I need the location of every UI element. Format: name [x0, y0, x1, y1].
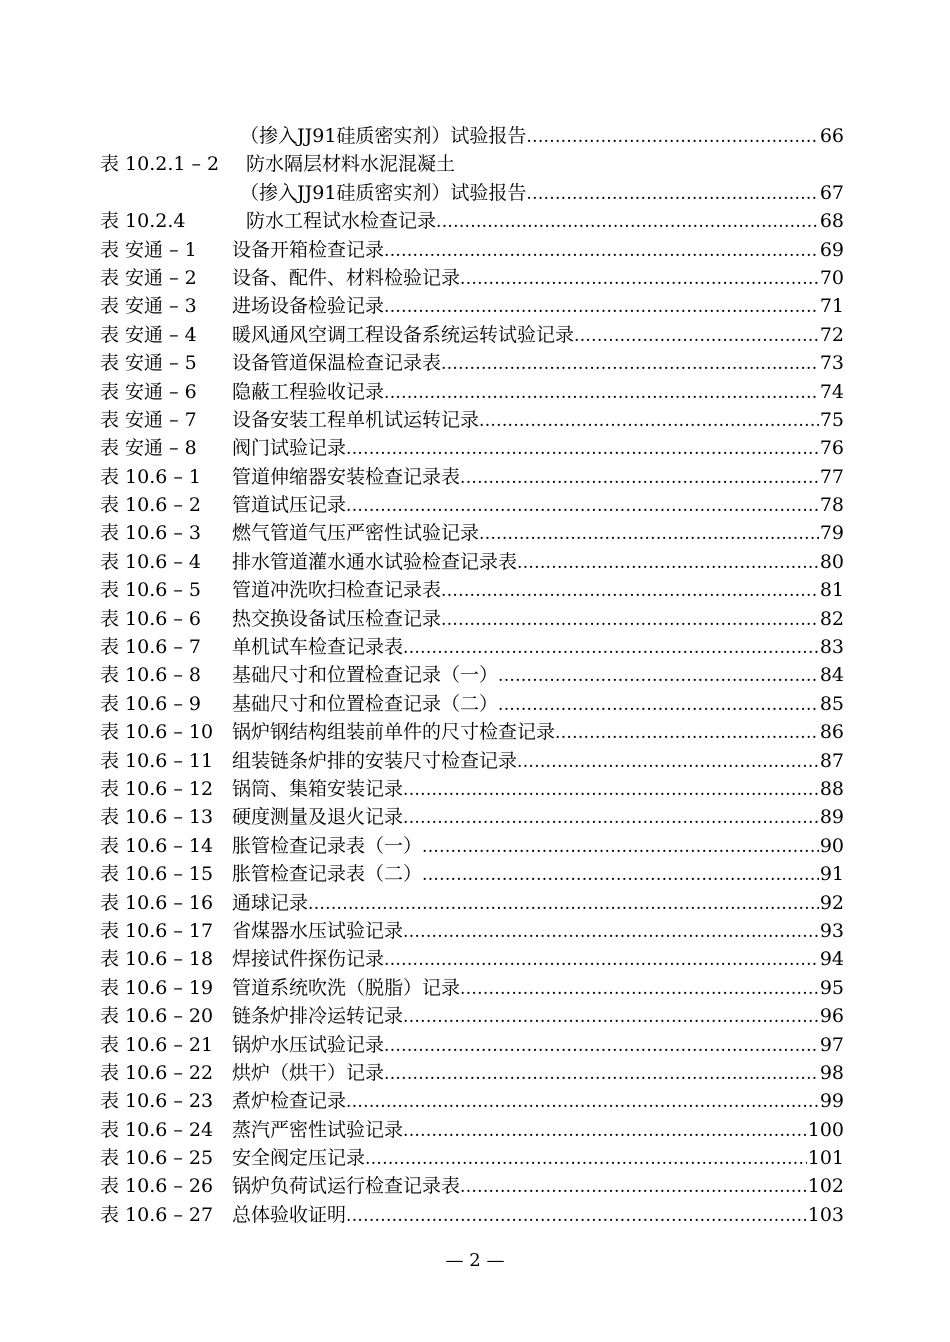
- toc-dot-leader: [403, 776, 819, 803]
- toc-entry-label: 表 10.6 – 21: [100, 1033, 214, 1056]
- toc-dot-leader: [441, 350, 819, 377]
- toc-entry: [100, 860, 844, 888]
- toc-entry-title: 基础尺寸和位置检查记录（一）: [232, 664, 499, 687]
- toc-entry-page-number: 75: [819, 408, 844, 431]
- toc-dot-leader: [460, 975, 819, 1002]
- toc-entry-page-number: 77: [819, 465, 844, 488]
- toc-dot-leader: [460, 265, 819, 292]
- toc-entry-title: 焊接试件探伤记录: [232, 948, 385, 971]
- toc-entry-label: 表 10.6 – 5: [100, 579, 202, 602]
- toc-entry-label: 表 安通 – 7: [100, 408, 197, 431]
- toc-dot-leader: [526, 180, 818, 207]
- toc-entry-page-number: 71: [819, 295, 844, 318]
- toc-entry-label: 表 10.6 – 11: [100, 749, 214, 772]
- toc-dot-leader: [555, 719, 819, 746]
- toc-entry-page-number: 74: [819, 380, 844, 403]
- toc-entry-label: 表 10.6 – 24: [100, 1118, 214, 1141]
- toc-entry: [100, 1059, 844, 1087]
- toc-dot-leader: [384, 237, 819, 264]
- toc-dot-leader: [441, 577, 819, 604]
- toc-dot-leader: [436, 208, 819, 235]
- toc-entry: [100, 1002, 844, 1030]
- toc-entry: [100, 207, 844, 235]
- toc-entry: [100, 661, 844, 689]
- toc-dot-leader: [498, 691, 819, 718]
- toc-dot-leader: [308, 890, 819, 917]
- toc-entry-page-number: 79: [819, 522, 844, 545]
- toc-entry-page-number: 78: [819, 494, 844, 517]
- toc-entry-title: 燃气管道气压严密性试验记录: [232, 522, 480, 545]
- toc-dot-leader: [517, 549, 819, 576]
- toc-entry-page-number: 90: [819, 834, 844, 857]
- toc-entry: [100, 1031, 844, 1059]
- toc-dot-leader: [384, 1060, 819, 1087]
- toc-entry: [100, 491, 844, 519]
- toc-entry-title: 设备开箱检查记录: [232, 238, 385, 261]
- toc-entry: [100, 1144, 844, 1172]
- toc-entry-page-number: 68: [819, 210, 844, 233]
- toc-dot-leader: [460, 1173, 807, 1200]
- toc-entry-page-number: 88: [819, 777, 844, 800]
- toc-entry: [100, 321, 844, 349]
- toc-dot-leader: [479, 407, 819, 434]
- toc-entry-title: 防水隔层材料水泥混凝土: [246, 153, 456, 176]
- toc-entry-title: 组装链条炉排的安装尺寸检查记录: [232, 749, 518, 772]
- toc-entry-page-number: 84: [819, 664, 844, 687]
- toc-dot-leader: [384, 293, 819, 320]
- toc-entry-title: 管道伸缩器安装检查记录表: [232, 465, 461, 488]
- toc-entry: [100, 633, 844, 661]
- toc-entry-label: 表 安通 – 4: [100, 323, 197, 346]
- toc-entry-title: 单机试车检查记录表: [232, 636, 404, 659]
- toc-entry-title: 设备、配件、材料检验记录: [232, 266, 461, 289]
- toc-entry-label: 表 10.6 – 6: [100, 607, 202, 630]
- toc-entry-label: 表 安通 – 8: [100, 437, 197, 460]
- toc-entry-page-number: 70: [819, 266, 844, 289]
- toc-entry: [100, 1087, 844, 1115]
- toc-entry-label: 表 10.6 – 8: [100, 664, 202, 687]
- toc-entry-label: 表 10.6 – 10: [100, 721, 214, 744]
- toc-entry-label: 表 10.6 – 16: [100, 891, 214, 914]
- toc-entry-label: 表 10.2.1 – 2: [100, 153, 220, 176]
- toc-dot-leader: [498, 662, 819, 689]
- toc-entry-page-number: 76: [819, 437, 844, 460]
- toc-entry-label: 表 10.6 – 19: [100, 976, 214, 999]
- toc-entry-label: 表 10.6 – 15: [100, 863, 214, 886]
- toc-entry-label: 表 10.6 – 27: [100, 1203, 214, 1226]
- toc-entry: [100, 690, 844, 718]
- toc-entry: [100, 378, 844, 406]
- toc-entry-label: 表 10.6 – 22: [100, 1061, 214, 1084]
- toc-entry-label: 表 10.6 – 18: [100, 948, 214, 971]
- toc-dot-leader: [441, 606, 819, 633]
- toc-entry: [100, 179, 844, 207]
- toc-entry-label: 表 安通 – 2: [100, 266, 197, 289]
- toc-entry-page-number: 81: [819, 579, 844, 602]
- toc-entry: [100, 747, 844, 775]
- toc-entry-title: 安全阀定压记录: [232, 1147, 366, 1170]
- toc-entry-title: 管道试压记录: [232, 494, 347, 517]
- toc-entry-title: 暖风通风空调工程设备系统运转试验记录: [232, 323, 575, 346]
- toc-entry-title: 防水工程试水检查记录: [246, 210, 437, 233]
- toc-entry-title: 设备安装工程单机试运转记录: [232, 408, 480, 431]
- toc-entry-title: 热交换设备试压检查记录: [232, 607, 442, 630]
- toc-entry-title: 胀管检查记录表（一）: [232, 834, 423, 857]
- toc-entry-title: 设备管道保温检查记录表: [232, 352, 442, 375]
- toc-entry: [100, 1201, 844, 1229]
- toc-entry: [100, 945, 844, 973]
- page-number: — 2 —: [445, 1250, 505, 1271]
- toc-entry: [100, 576, 844, 604]
- toc-entry-title: 基础尺寸和位置检查记录（二）: [232, 692, 499, 715]
- toc-entry: [100, 236, 844, 264]
- toc-entry-label: 表 10.6 – 3: [100, 522, 202, 545]
- toc-dot-leader: [346, 1088, 819, 1115]
- toc-dot-leader: [403, 634, 819, 661]
- toc-entry: [100, 548, 844, 576]
- toc-entry-title: 锅筒、集箱安装记录: [232, 777, 404, 800]
- toc-entry-page-number: 80: [819, 550, 844, 573]
- toc-entry-title: 通球记录: [232, 891, 309, 914]
- toc-entry-title: 锅炉钢结构组装前单件的尺寸检查记录: [232, 721, 556, 744]
- toc-dot-leader: [526, 123, 818, 150]
- toc-entry-page-number: 99: [819, 1090, 844, 1113]
- toc-entry-label: 表 10.6 – 25: [100, 1147, 214, 1170]
- toc-entry-label: 表 10.6 – 26: [100, 1175, 214, 1198]
- toc-entry-title: （掺入JJ91硅质密实剂）试验报告: [240, 181, 527, 204]
- toc-entry-page-number: 72: [819, 323, 844, 346]
- toc-entry-page-number: 93: [819, 919, 844, 942]
- toc-entry-label: 表 10.6 – 17: [100, 919, 214, 942]
- toc-dot-leader: [403, 918, 819, 945]
- toc-entry-title: 烘炉（烘干）记录: [232, 1061, 385, 1084]
- toc-dot-leader: [346, 492, 819, 519]
- toc-entry-title: 链条炉排冷运转记录: [232, 1005, 404, 1028]
- toc-entry-label: 表 10.6 – 20: [100, 1005, 214, 1028]
- toc-entry: [100, 889, 844, 917]
- toc-entry-page-number: 85: [819, 692, 844, 715]
- toc-dot-leader: [346, 435, 819, 462]
- toc-entry-label: 表 10.6 – 2: [100, 494, 202, 517]
- toc-entry-title: 总体验收证明: [232, 1203, 347, 1226]
- toc-entry-page-number: 82: [819, 607, 844, 630]
- toc-entry: [100, 406, 844, 434]
- toc-entry-page-number: 98: [819, 1061, 844, 1084]
- toc-entry: [100, 832, 844, 860]
- toc-dot-leader: [574, 322, 819, 349]
- toc-dot-leader: [365, 1145, 807, 1172]
- toc-dot-leader: [422, 861, 819, 888]
- toc-entry: [100, 718, 844, 746]
- toc-entry: [100, 917, 844, 945]
- toc-entry-page-number: 87: [819, 749, 844, 772]
- toc-entry-page-number: 95: [819, 976, 844, 999]
- toc-entry-page-number: 100: [807, 1118, 844, 1141]
- toc-entry-title: 省煤器水压试验记录: [232, 919, 404, 942]
- toc-entry: [100, 605, 844, 633]
- toc-entry: [100, 974, 844, 1002]
- toc-dot-leader: [403, 1003, 819, 1030]
- toc-entry: [100, 463, 844, 491]
- toc-entry-label: 表 安通 – 6: [100, 380, 197, 403]
- toc-entry-label: 表 10.2.4: [100, 210, 186, 233]
- toc-entry-title: 阀门试验记录: [232, 437, 347, 460]
- toc-dot-leader: [403, 804, 819, 831]
- toc-entry-title: 硬度测量及退火记录: [232, 806, 404, 829]
- toc-dot-leader: [460, 464, 819, 491]
- toc-entry-page-number: 66: [819, 125, 844, 147]
- toc-entry-label: 表 10.6 – 1: [100, 465, 202, 488]
- toc-entry-title: 管道系统吹洗（脱脂）记录: [232, 976, 461, 999]
- toc-dot-leader: [384, 379, 819, 406]
- toc-entry-label: 表 10.6 – 14: [100, 834, 214, 857]
- toc-entry-page-number: 94: [819, 948, 844, 971]
- toc-dot-leader: [479, 520, 819, 547]
- toc-entry: [100, 292, 844, 320]
- toc-dot-leader: [422, 833, 819, 860]
- toc-entry-title: 进场设备检验记录: [232, 295, 385, 318]
- toc-entry-title: 胀管检查记录表（二）: [232, 863, 423, 886]
- toc-entry-page-number: 89: [819, 806, 844, 829]
- toc-entry-label: 表 10.6 – 23: [100, 1090, 214, 1113]
- toc-entry: [100, 434, 844, 462]
- toc-entry: [100, 519, 844, 547]
- toc-entry-label: 表 10.6 – 4: [100, 550, 202, 573]
- toc-entry-title: 蒸汽严密性试验记录: [232, 1118, 404, 1141]
- toc-entry-title: 排水管道灌水通水试验检查记录表: [232, 550, 518, 573]
- toc-dot-leader: [384, 946, 819, 973]
- toc-entry-title: 管道冲洗吹扫检查记录表: [232, 579, 442, 602]
- toc-entry-label: 表 10.6 – 12: [100, 777, 214, 800]
- toc-entry-page-number: 91: [819, 863, 844, 886]
- toc-entry: [100, 1116, 844, 1144]
- toc-dot-leader: [403, 1117, 807, 1144]
- toc-dot-leader: [384, 1032, 819, 1059]
- toc-entry-page-number: 86: [819, 721, 844, 744]
- toc-entry-page-number: 67: [819, 181, 844, 204]
- toc-entry: [100, 349, 844, 377]
- toc-entry-page-number: 103: [807, 1203, 844, 1226]
- toc-entry-title: 锅炉负荷试运行检查记录表: [232, 1175, 461, 1198]
- toc-entry-label: 表 10.6 – 13: [100, 806, 214, 829]
- toc-entry-page-number: 83: [819, 636, 844, 659]
- toc-entry-title: （掺入JJ91硅质密实剂）试验报告: [240, 125, 527, 147]
- toc-entry: [100, 1172, 844, 1200]
- toc-entry-label: 表 10.6 – 9: [100, 692, 202, 715]
- toc-entry-page-number: 73: [819, 352, 844, 375]
- toc-entry: [100, 150, 844, 178]
- toc-entry-page-number: 92: [819, 891, 844, 914]
- toc-entry: [100, 122, 844, 150]
- toc-dot-leader: [346, 1202, 807, 1229]
- toc-entry-label: 表 安通 – 3: [100, 295, 197, 318]
- toc-entry-title: 锅炉水压试验记录: [232, 1033, 385, 1056]
- toc-entry: [100, 264, 844, 292]
- table-of-contents: [100, 122, 844, 1229]
- toc-entry-page-number: 69: [819, 238, 844, 261]
- toc-entry-page-number: 97: [819, 1033, 844, 1056]
- toc-entry-page-number: 102: [807, 1175, 844, 1198]
- toc-entry-page-number: 101: [807, 1147, 844, 1170]
- toc-entry: [100, 775, 844, 803]
- toc-entry-page-number: 96: [819, 1005, 844, 1028]
- toc-dot-leader: [517, 748, 819, 775]
- toc-entry-title: 隐蔽工程验收记录: [232, 380, 385, 403]
- toc-entry-title: 煮炉检查记录: [232, 1090, 347, 1113]
- toc-entry-label: 表 安通 – 5: [100, 352, 197, 375]
- toc-entry-label: 表 安通 – 1: [100, 238, 197, 261]
- toc-entry: [100, 803, 844, 831]
- toc-entry-label: 表 10.6 – 7: [100, 636, 202, 659]
